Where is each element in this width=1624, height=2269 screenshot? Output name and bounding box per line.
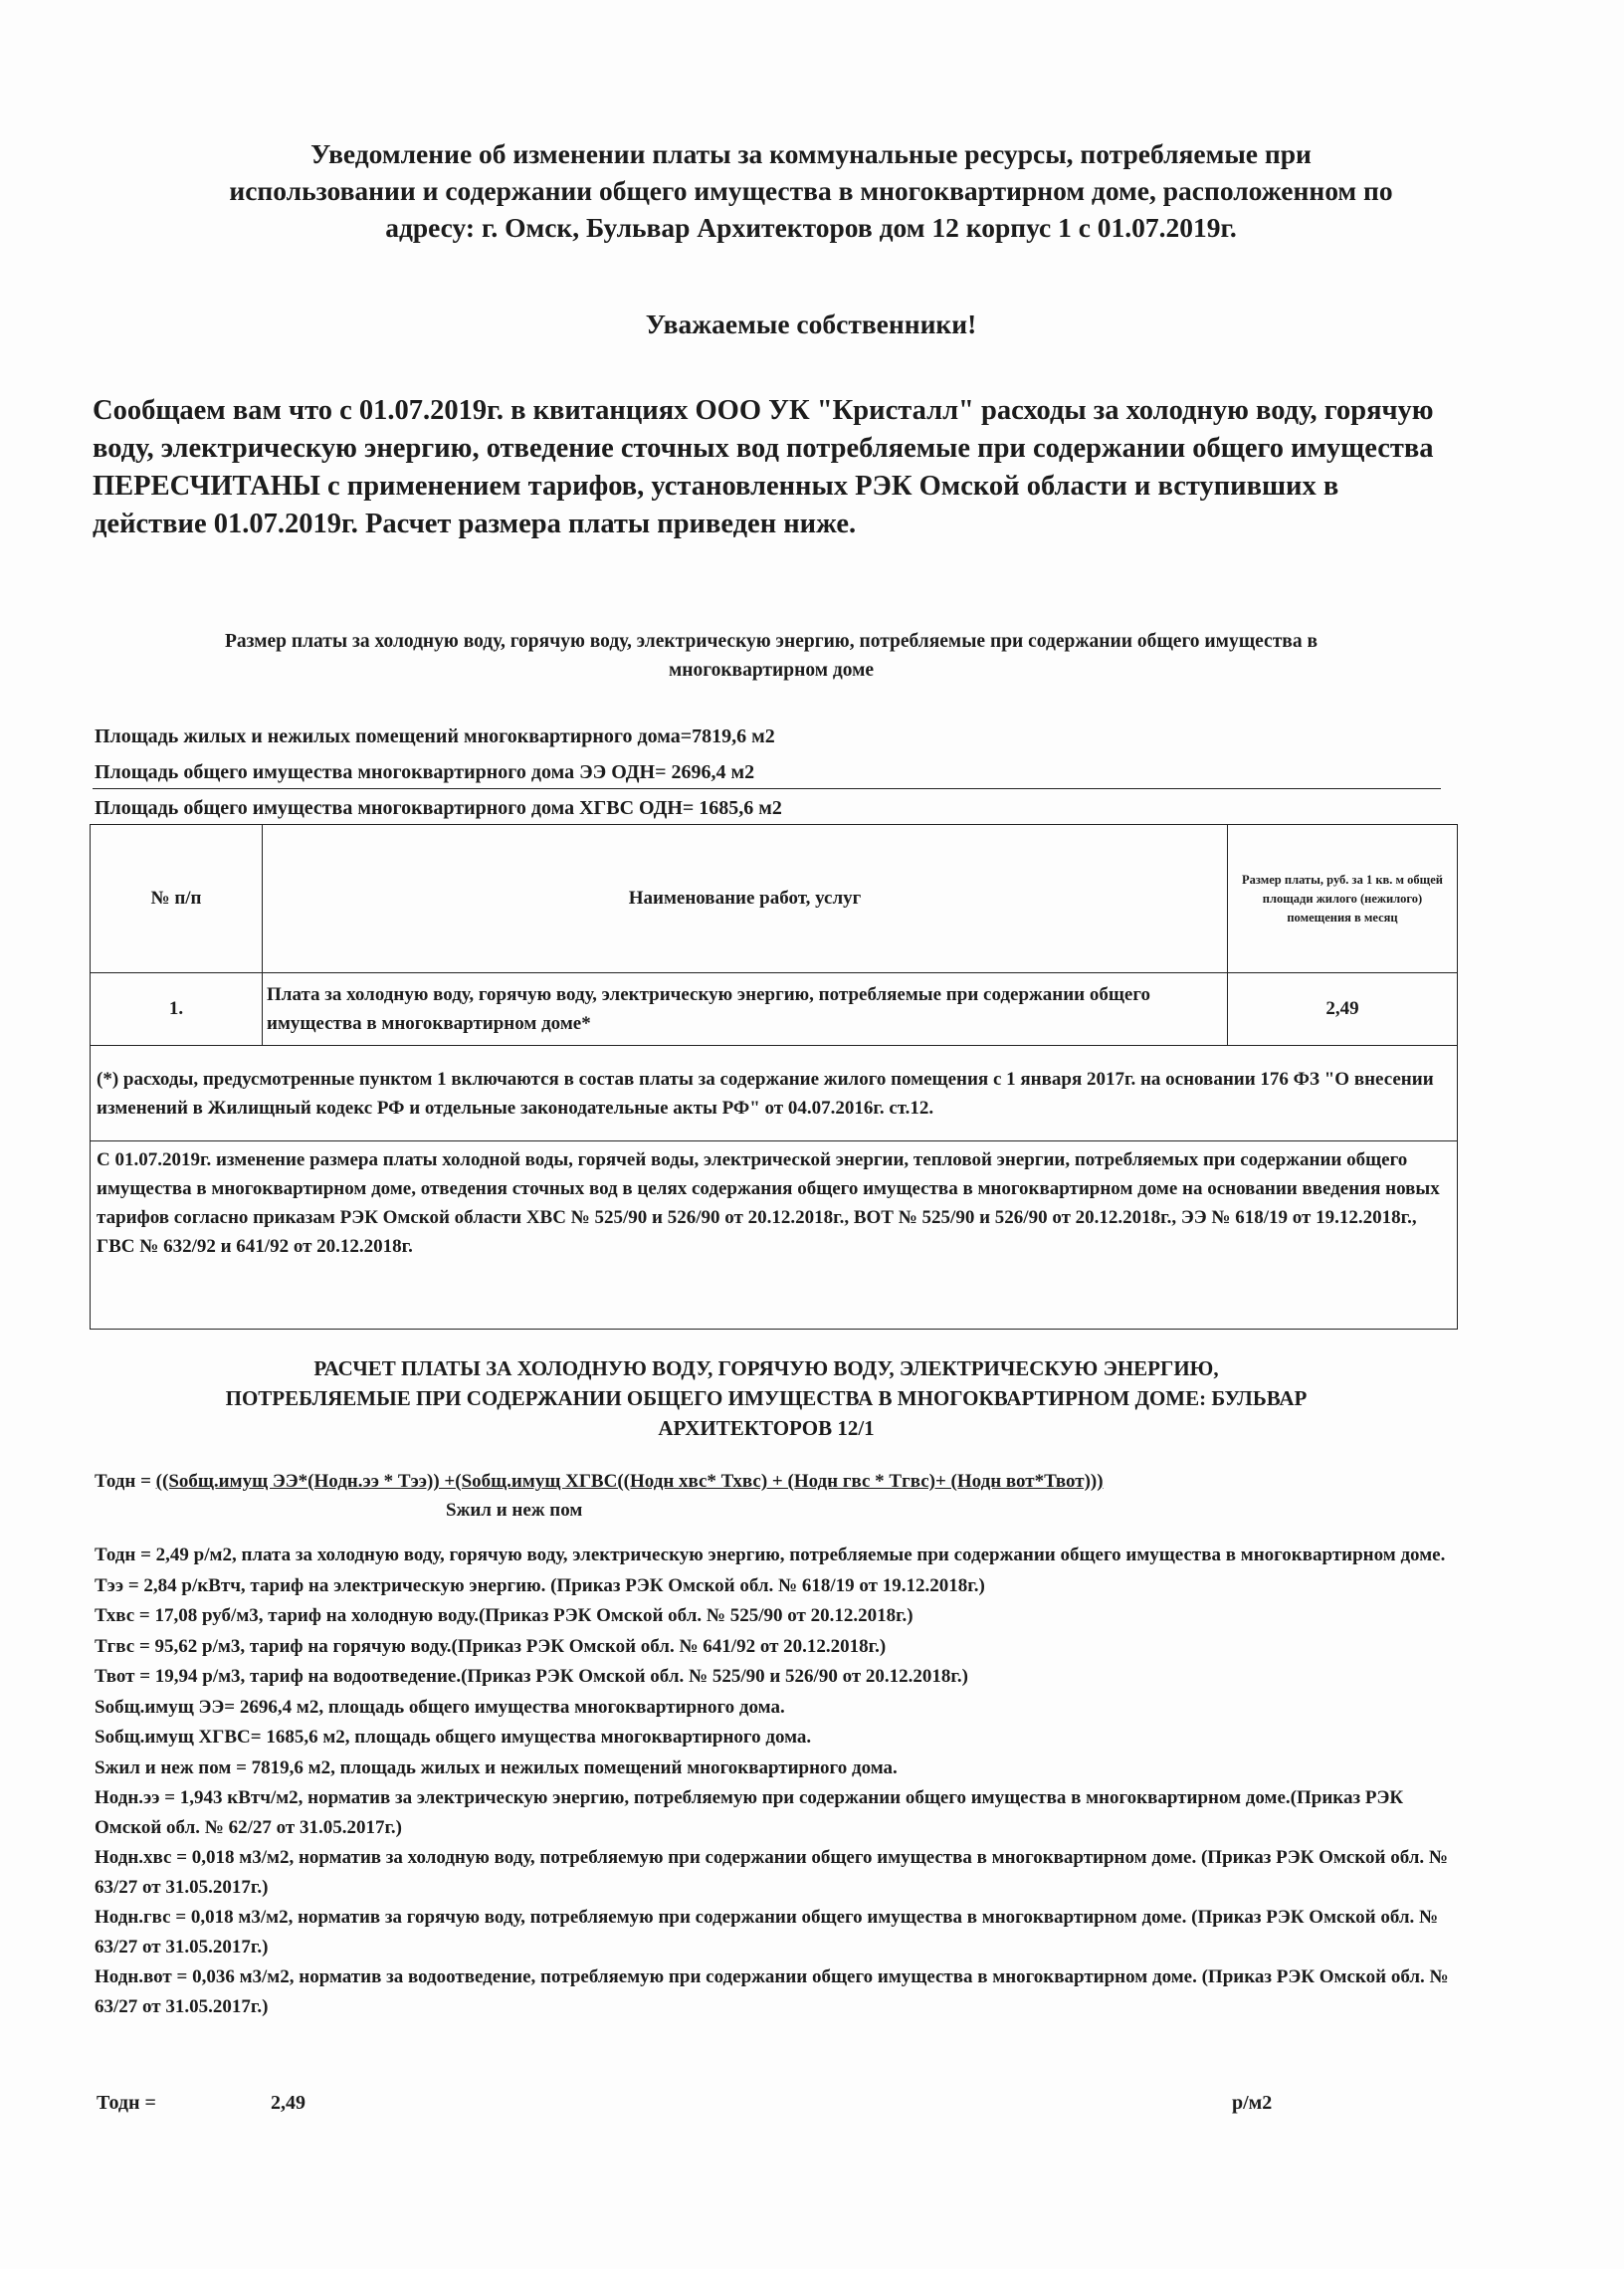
definition-line: Тхвс = 17,08 руб/м3, тариф на холодную воду.(Приказ РЭК Омской обл. № 525/90 от 20.12.2018г.) [95, 1605, 914, 1626]
definition-line: Sобщ.имущ ХГВС= 1685,6 м2, площадь общего имущества многоквартирного дома. [95, 1727, 812, 1748]
result-label: Тодн = [97, 2092, 156, 2114]
result-value: 2,49 [271, 2092, 305, 2114]
title-line: адресу: г. Омск, Бульвар Архитекторов дом 12 корпус 1 с 01.07.2019г. [385, 212, 1237, 243]
subheading-line: многоквартирном доме [668, 660, 875, 681]
table-row [91, 973, 1458, 1046]
greeting: Уважаемые собственники! [645, 309, 977, 339]
header-num: № п/п [91, 825, 263, 973]
title-line: Уведомление об изменении платы за коммунальные ресурсы, потребляемые при [310, 138, 1312, 169]
definition-line: Sжил и неж пом = 7819,6 м2, площадь жилых и нежилых помещений многоквартирного дома. [95, 1756, 898, 1778]
definition-line: Тгвс = 95,62 р/м3, тариф на горячую воду.(Приказ РЭК Омской обл. № 641/92 от 20.12.2018г.) [95, 1635, 887, 1657]
result-unit: р/м2 [1232, 2092, 1273, 2114]
calculation-heading [129, 1353, 1403, 1443]
definition-line: Нодн.гвс = 0,018 м3/м2, норматив за горячую воду, потребляемую при содержании общего имущества в многоквартирном доме. (Приказ РЭК Омской обл. № 63/27 от 31.05.2017г.) [95, 1907, 1439, 1958]
table-note-row [91, 1141, 1458, 1330]
formula [95, 1469, 1104, 1495]
hgvs-area-line: Площадь общего имущества многоквартирного дома ХГВС ОДН= 1685,6 м2 [95, 797, 782, 819]
definition-line: Твот = 19,94 р/м3, тариф на водоотведение.(Приказ РЭК Омской обл. № 525/90 и 526/90 от 20.12.2018г.) [95, 1666, 968, 1687]
header-value: Размер платы, руб. за 1 кв. м общей площади жилого (нежилого) помещения в месяц [1228, 825, 1458, 973]
calc-heading-line: РАСЧЕТ ПЛАТЫ ЗА ХОЛОДНУЮ ВОДУ, ГОРЯЧУЮ ВОДУ, ЭЛЕКТРИЧЕСКУЮ ЭНЕРГИЮ, [313, 1356, 1219, 1380]
variable-definitions [95, 1541, 1453, 2022]
definition-line: Нодн.вот = 0,036 м3/м2, норматив за водоотведение, потребляемую при содержании общего имущества в многоквартирном доме. (Приказ РЭК Омской обл. № 63/27 от 31.05.2017г.) [95, 1966, 1449, 2017]
definition-line: Нодн.ээ = 1,943 кВтч/м2, норматив за электрическую энергию, потребляемую при содержании общего имущества в многоквартирном доме.(Приказ РЭК Омской обл. № 62/27 от 31.05.2017г.) [95, 1787, 1404, 1838]
calc-heading-line: АРХИТЕКТОРОВ 12/1 [658, 1416, 875, 1440]
total-area-line: Площадь жилых и нежилых помещений многоквартирного дома=7819,6 м2 [95, 725, 775, 747]
notice-title [80, 135, 1542, 246]
formula-numerator: ((Sобщ.имущ ЭЭ*(Нодн.ээ * Тээ)) +(Sобщ.имущ ХГВС((Нодн хвс* Тхвс) + (Нодн гвс * Тгвс)+ (Нодн вот*Твот))) [155, 1471, 1104, 1492]
header-name: Наименование работ, услуг [263, 825, 1228, 973]
calc-heading-line: ПОТРЕБЛЯЕМЫЕ ПРИ СОДЕРЖАНИИ ОБЩЕГО ИМУЩЕСТВА В МНОГОКВАРТИРНОМ ДОМЕ: БУЛЬВАР [225, 1386, 1308, 1410]
section-subheading [95, 627, 1448, 685]
definition-line: Тээ = 2,84 р/кВтч, тариф на электрическую энергию. (Приказ РЭК Омской обл. № 618/19 от 19.12.2018г.) [95, 1574, 985, 1596]
formula-lhs: Тодн = [95, 1471, 156, 1492]
row-name: Плата за холодную воду, горячую воду, электрическую энергию, потребляемые при содержании общего имущества в многоквартирном доме* [263, 973, 1228, 1046]
table-note-row [91, 1046, 1458, 1141]
intro-paragraph: Сообщаем вам что с 01.07.2019г. в квитанциях ООО УК "Кристалл" расходы за холодную воду, горячую воду, электрическую энергию, отведение сточных вод потребляемые при содержании общего имущества ПЕРЕСЧИТАНЫ с применением тарифов, установленных РЭК Омской области и вступивших в действие 01.07.2019г. Расчет размера платы приведен ниже. [93, 395, 1434, 539]
divider-line [93, 788, 1441, 789]
row-num: 1. [91, 973, 263, 1046]
definition-line: Тодн = 2,49 р/м2, плата за холодную воду, горячую воду, электрическую энергию, потребляемые при содержании общего имущества в многоквартирном доме. [95, 1545, 1446, 1565]
row-value: 2,49 [1228, 973, 1458, 1046]
ee-area-line: Площадь общего имущества многоквартирного дома ЭЭ ОДН= 2696,4 м2 [95, 761, 755, 783]
title-line: использовании и содержании общего имущества в многоквартирном доме, расположенном по [229, 175, 1393, 206]
note-tariff-change: С 01.07.2019г. изменение размера платы холодной воды, горячей воды, электрической энергии, тепловой энергии, потребляемых при содержании общего имущества в многоквартирном доме, отведения сточных вод в целях содержания общего имущества в многоквартирном доме на основании введения новых тарифов согласно приказам РЭК Омской области ХВС № 525/90 и 526/90 от 20.12.2018г., ВОТ № 525/90 и 526/90 от 20.12.2018г., ЭЭ № 618/19 от 19.12.2018г., ГВС № 632/92 и 641/92 от 20.12.2018г. [91, 1141, 1458, 1330]
definition-line: Нодн.хвс = 0,018 м3/м2, норматив за холодную воду, потребляемую при содержании общего имущества в многоквартирном доме. (Приказ РЭК Омской обл. № 63/27 от 31.05.2017г.) [95, 1847, 1448, 1898]
subheading-line: Размер платы за холодную воду, горячую воду, электрическую энергию, потребляемые при содержании общего имущества в [225, 631, 1318, 652]
note-legal-basis: (*) расходы, предусмотренные пунктом 1 включаются в состав платы за содержание жилого помещения с 1 января 2017г. на основании 176 ФЗ "О внесении изменений в Жилищный кодекс РФ и отдельные законодательные акты РФ" от 04.07.2016г. ст.12. [91, 1046, 1458, 1141]
definition-line: Sобщ.имущ ЭЭ= 2696,4 м2, площадь общего имущества многоквартирного дома. [95, 1696, 785, 1718]
formula-denominator: Sжил и неж пом [446, 1500, 583, 1521]
fee-table [90, 824, 1458, 1330]
table-header-row [91, 825, 1458, 973]
